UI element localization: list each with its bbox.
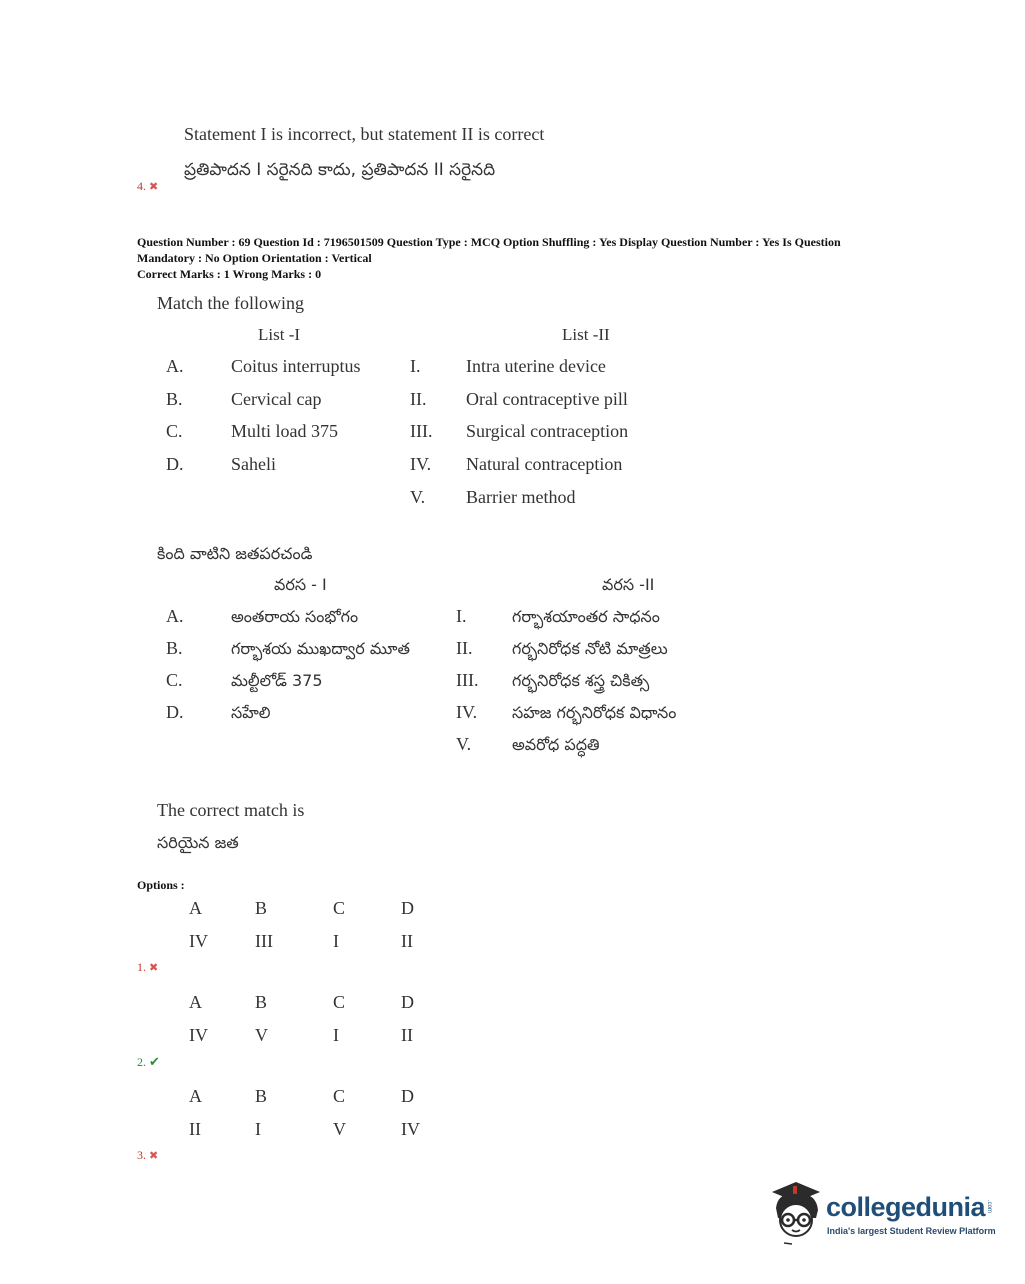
list2-en-item: Barrier method <box>466 486 576 507</box>
option-value-cell: IV <box>189 931 208 951</box>
correct-match-te: సరియైన జత <box>157 833 239 852</box>
list1-te-key: A. <box>166 606 184 626</box>
list2-en-item: Oral contraceptive pill <box>466 388 628 409</box>
list1-en-key: D. <box>166 454 184 475</box>
list2-header-en: List -II <box>562 325 610 344</box>
question-prompt-te: కింది వాటిని జతపరచండి <box>157 544 313 563</box>
option-value-cell: I <box>333 1025 339 1045</box>
list1-te-item: అంతరాయ సంభోగం <box>231 607 359 626</box>
list1-en-key: C. <box>166 421 183 442</box>
option-header-cell: B <box>255 1086 268 1106</box>
correct-mark-icon: ✔ <box>149 1054 160 1069</box>
option-value-cell: II <box>401 931 413 951</box>
option-header-cell: A <box>189 898 202 918</box>
list2-te-item: అవరోధ పద్ధతి <box>512 735 600 754</box>
list2-te-key: IV. <box>456 702 478 722</box>
prev-option-statement-en: Statement I is incorrect, but statement II is correct <box>184 124 545 144</box>
option-header-cell: A <box>189 1086 202 1106</box>
list1-te-key: B. <box>166 638 183 658</box>
list2-en-key: II. <box>410 388 427 409</box>
option-number-label: 3. <box>137 1148 146 1162</box>
prev-option-number <box>137 179 158 194</box>
list2-te-key: I. <box>456 606 467 626</box>
list1-en-key: A. <box>166 356 184 376</box>
list2-en-key: V. <box>410 486 426 507</box>
list2-en-key: III. <box>410 421 433 442</box>
option-number <box>137 1148 158 1163</box>
list2-te-key: II. <box>456 638 473 658</box>
list2-te-item: సహజ గర్భనిరోధక విధానం <box>512 703 677 722</box>
option-number <box>137 1054 160 1070</box>
wrong-mark-icon: ✖ <box>149 962 159 974</box>
list2-en-key: IV. <box>410 454 432 475</box>
option-header-cell: C <box>333 1086 346 1106</box>
list2-te-item: గర్భనిరోధక శస్త్ర చికిత్స <box>512 671 650 690</box>
option-header-cell: B <box>255 992 268 1012</box>
option-value-cell: II <box>189 1119 201 1139</box>
option-header-cell: A <box>189 992 202 1012</box>
list1-te-item: మల్టీలోడ్ 375 <box>231 671 323 690</box>
list2-en-item: Surgical contraception <box>466 421 629 442</box>
student-mascot-icon <box>766 1178 826 1246</box>
option-value-cell: IV <box>189 1025 208 1045</box>
logo-com: .com <box>986 1200 992 1214</box>
list2-en-item: Intra uterine device <box>466 356 606 376</box>
list2-header-te: వరస -II <box>602 575 655 594</box>
question-meta-line3: Correct Marks : 1 Wrong Marks : 0 <box>137 267 322 281</box>
list1-en-item: Multi load 375 <box>231 421 338 442</box>
prev-option-number-label: 4. <box>137 179 146 193</box>
question-meta-line2: Mandatory : No Option Orientation : Vertical <box>137 251 372 265</box>
list1-en-key: B. <box>166 388 183 409</box>
wrong-mark-icon: ✖ <box>149 1150 159 1162</box>
list1-te-item: సహేలి <box>231 703 271 722</box>
correct-match-en: The correct match is <box>157 800 305 820</box>
option-header-cell: D <box>401 992 414 1012</box>
wrong-mark-icon: ✖ <box>149 181 159 193</box>
question-meta <box>137 234 917 282</box>
list1-header-en: List -I <box>258 325 301 344</box>
question-prompt-en: Match the following <box>157 293 304 313</box>
option-header-cell: C <box>333 992 346 1012</box>
option-number <box>137 960 158 975</box>
list2-te-key: III. <box>456 670 479 690</box>
option-value-cell: III <box>255 931 273 951</box>
list1-header-te: వరస - I <box>274 575 327 594</box>
list1-en-item: Saheli <box>231 454 276 475</box>
option-header-cell: D <box>401 898 414 918</box>
option-value-cell: V <box>255 1025 268 1045</box>
list2-en-key: I. <box>410 356 421 376</box>
list1-te-key: D. <box>166 702 184 722</box>
question-meta-line1: Question Number : 69 Question Id : 7196501509 Question Type : MCQ Option Shuffling : Yes Display Question Number : Yes Is Question <box>137 235 841 249</box>
list2-te-key: V. <box>456 734 472 754</box>
list1-te-item: గర్భాశయ ముఖద్వార మూత <box>231 639 410 658</box>
option-header-cell: D <box>401 1086 414 1106</box>
collegedunia-logo <box>766 1178 996 1248</box>
option-value-cell: I <box>255 1119 261 1139</box>
logo-tagline: India's largest Student Review Platform <box>827 1226 996 1236</box>
option-value-cell: IV <box>401 1119 420 1139</box>
option-value-cell: I <box>333 931 339 951</box>
logo-wordmark: collegedunia <box>826 1192 986 1222</box>
option-number-label: 1. <box>137 960 146 974</box>
list1-en-item: Coitus interruptus <box>231 356 361 376</box>
list1-en-item: Cervical cap <box>231 388 322 409</box>
list2-en-item: Natural contraception <box>466 454 623 475</box>
options-label: Options : <box>137 878 185 892</box>
option-header-cell: B <box>255 898 268 918</box>
option-header-cell: C <box>333 898 346 918</box>
list2-te-item: గర్భాశయాంతర సాధనం <box>512 607 660 626</box>
prev-option-statement-te: ప్రతిపాదన I సరైనది కాదు, ప్రతిపాదన II సరైనది <box>184 160 496 180</box>
option-number-label: 2. <box>137 1055 146 1069</box>
option-value-cell: II <box>401 1025 413 1045</box>
list1-te-key: C. <box>166 670 183 690</box>
option-value-cell: V <box>333 1119 346 1139</box>
list2-te-item: గర్భనిరోధక నోటి మాత్రలు <box>512 639 668 658</box>
